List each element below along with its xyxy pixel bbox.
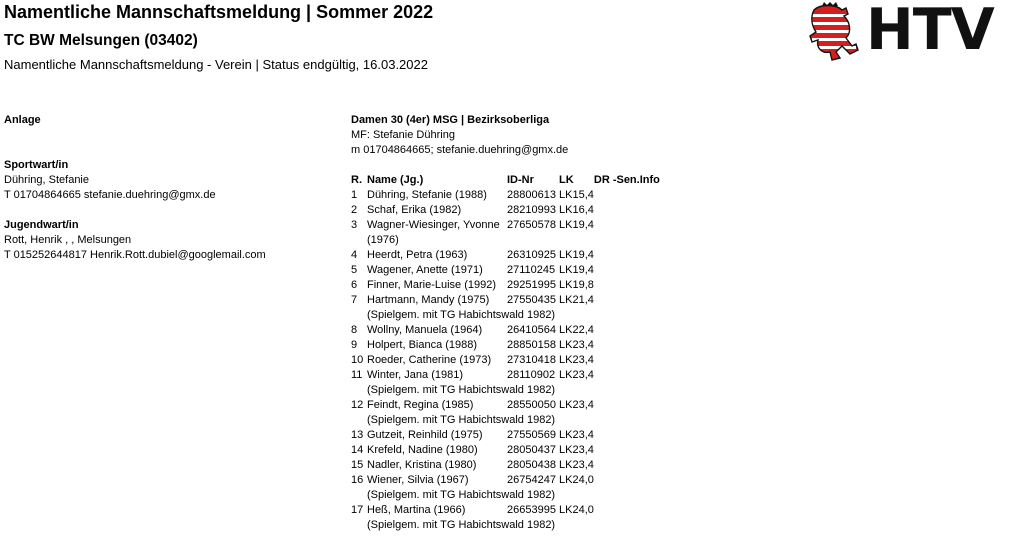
- player-rank: 9: [351, 339, 358, 351]
- player-note: (Spielgem. mit TG Habichtswald 1982): [367, 414, 556, 426]
- player-info: [594, 503, 684, 518]
- table-row-note: [351, 488, 684, 503]
- table-row: [351, 503, 684, 518]
- col-info-header: DR -Sen.Info: [593, 174, 660, 186]
- table-row: [351, 338, 684, 353]
- player-info: [594, 293, 684, 308]
- page-title: Namentliche Mannschaftsmeldung | Sommer 2022: [4, 2, 434, 22]
- player-info: [594, 473, 684, 488]
- player-name: Winter, Jana (1981): [367, 369, 463, 381]
- player-rank: 14: [351, 444, 364, 456]
- player-lk: LK15,4: [559, 189, 594, 201]
- player-name: Heß, Martina (1966): [367, 504, 466, 516]
- player-rank: 10: [351, 354, 364, 366]
- player-lk: LK23,4: [559, 429, 594, 441]
- player-lk: LK19,8: [559, 279, 594, 291]
- table-row: [351, 443, 684, 458]
- player-rank: 8: [351, 324, 358, 336]
- player-id: 26754247: [507, 474, 556, 486]
- table-row: [351, 263, 684, 278]
- player-id: 26310925: [507, 249, 556, 261]
- player-note: (Spielgem. mit TG Habichtswald 1982): [367, 309, 556, 321]
- col-rank-header: R.: [351, 174, 362, 186]
- player-rank: 3: [351, 219, 358, 231]
- player-id: 27110245: [507, 264, 556, 276]
- hessian-lion-icon: [806, 2, 862, 64]
- player-id: 27550435: [507, 294, 556, 306]
- col-id-header: ID-Nr: [507, 174, 534, 186]
- contacts-panel: [4, 113, 324, 263]
- table-row-note: [351, 413, 684, 428]
- player-info: [594, 398, 684, 413]
- table-row: [351, 218, 684, 248]
- col-name-header: Name (Jg.): [367, 174, 424, 186]
- jugendwart-name: Rott, Henrik , , Melsungen: [4, 234, 132, 246]
- player-lk: LK23,4: [559, 399, 594, 411]
- player-name: Nadler, Kristina (1980): [367, 459, 477, 471]
- players-body: [351, 188, 684, 533]
- player-rank: 7: [351, 294, 358, 306]
- player-info: [594, 443, 684, 458]
- team-title: Damen 30 (4er) MSG | Bezirksoberliga: [351, 114, 550, 126]
- club-name: TC BW Melsungen (03402): [4, 32, 198, 49]
- player-lk: LK16,4: [559, 204, 594, 216]
- player-id: 28210993: [507, 204, 556, 216]
- player-lk: LK22,4: [559, 324, 594, 336]
- player-lk: LK24,0: [559, 504, 594, 516]
- player-info: [594, 428, 684, 443]
- player-rank: 15: [351, 459, 364, 471]
- player-lk: LK19,4: [559, 249, 594, 261]
- player-id: 28110902: [507, 369, 556, 381]
- table-row: [351, 353, 684, 368]
- player-id: 29251995: [507, 279, 556, 291]
- player-name: Schaf, Erika (1982): [367, 204, 462, 216]
- player-name: Holpert, Bianca (1988): [367, 339, 478, 351]
- player-note: (Spielgem. mit TG Habichtswald 1982): [367, 519, 556, 531]
- player-rank: 1: [351, 189, 358, 201]
- player-info: [594, 218, 684, 248]
- table-row: [351, 458, 684, 473]
- htv-logo: [806, 2, 1028, 64]
- table-row: [351, 203, 684, 218]
- table-row: [351, 248, 684, 263]
- player-lk: LK23,4: [559, 444, 594, 456]
- player-id: 27550569: [507, 429, 556, 441]
- player-name: Roeder, Catherine (1973): [367, 354, 492, 366]
- table-row: [351, 293, 684, 308]
- player-note: (Spielgem. mit TG Habichtswald 1982): [367, 384, 556, 396]
- players-table: [351, 173, 684, 533]
- col-lk-header: LK: [559, 174, 574, 186]
- sportwart-label: Sportwart/in: [4, 159, 69, 171]
- player-name: Wagener, Anette (1971): [367, 264, 483, 276]
- player-note: (Spielgem. mit TG Habichtswald 1982): [367, 489, 556, 501]
- sportwart-contact: T 01704864665 stefanie.duehring@gmx.de: [4, 189, 216, 201]
- player-name: Feindt, Regina (1985): [367, 399, 474, 411]
- table-row: [351, 323, 684, 338]
- player-rank: 2: [351, 204, 358, 216]
- player-lk: LK23,4: [559, 459, 594, 471]
- player-lk: LK19,4: [559, 219, 594, 231]
- table-row: [351, 278, 684, 293]
- player-info: [594, 188, 684, 203]
- player-id: 28050437: [507, 444, 556, 456]
- player-info: [594, 203, 684, 218]
- player-id: 28050438: [507, 459, 556, 471]
- player-lk: LK23,4: [559, 369, 594, 381]
- player-name: Dühring, Stefanie (1988): [367, 189, 487, 201]
- team-captain: MF: Stefanie Dühring: [351, 129, 455, 141]
- sportwart-name: Dühring, Stefanie: [4, 174, 89, 186]
- player-rank: 4: [351, 249, 358, 261]
- table-row: [351, 368, 684, 383]
- player-id: 28850158: [507, 339, 556, 351]
- anlage-label: Anlage: [4, 114, 41, 126]
- player-id: 27310418: [507, 354, 556, 366]
- player-id: 28800613: [507, 189, 556, 201]
- jugendwart-contact: T 015252644817 Henrik.Rott.dubiel@googlemail.com: [4, 249, 266, 261]
- player-name: Wollny, Manuela (1964): [367, 324, 483, 336]
- player-lk: LK21,4: [559, 294, 594, 306]
- logo-text: HTV: [866, 0, 994, 63]
- player-rank: 6: [351, 279, 358, 291]
- status-line: Namentliche Mannschaftsmeldung - Verein | Status endgültig, 16.03.2022: [4, 57, 428, 72]
- player-info: [594, 368, 684, 383]
- table-row: [351, 428, 684, 443]
- table-row-note: [351, 308, 684, 323]
- player-info: [594, 353, 684, 368]
- jugendwart-label: Jugendwart/in: [4, 219, 79, 231]
- player-name: Hartmann, Mandy (1975): [367, 294, 490, 306]
- table-row: [351, 188, 684, 203]
- player-name: Heerdt, Petra (1963): [367, 249, 468, 261]
- team-panel: [351, 113, 771, 533]
- player-lk: LK23,4: [559, 354, 594, 366]
- player-rank: 12: [351, 399, 364, 411]
- team-contact: m 01704864665; stefanie.duehring@gmx.de: [351, 144, 569, 156]
- player-name: Gutzeit, Reinhild (1975): [367, 429, 483, 441]
- player-info: [594, 278, 684, 293]
- table-row: [351, 398, 684, 413]
- player-info: [594, 248, 684, 263]
- player-info: [594, 338, 684, 353]
- player-name: Wiener, Silvia (1967): [367, 474, 469, 486]
- player-rank: 17: [351, 504, 364, 516]
- player-lk: LK23,4: [559, 339, 594, 351]
- player-rank: 11: [351, 369, 363, 381]
- table-row-note: [351, 518, 684, 533]
- player-rank: 5: [351, 264, 358, 276]
- player-rank: 16: [351, 474, 364, 486]
- table-row: [351, 473, 684, 488]
- player-info: [594, 323, 684, 338]
- table-header-row: [351, 173, 684, 188]
- player-rank: 13: [351, 429, 364, 441]
- player-info: [594, 263, 684, 278]
- player-name: Finner, Marie-Luise (1992): [367, 279, 497, 291]
- player-id: 28550050: [507, 399, 556, 411]
- player-lk: LK19,4: [559, 264, 594, 276]
- player-id: 26653995: [507, 504, 556, 516]
- player-name: Wagner-Wiesinger, Yvonne (1976): [367, 219, 500, 246]
- player-id: 27650578: [507, 219, 556, 231]
- table-row-note: [351, 383, 684, 398]
- player-info: [594, 458, 684, 473]
- player-id: 26410564: [507, 324, 556, 336]
- player-name: Krefeld, Nadine (1980): [367, 444, 478, 456]
- player-lk: LK24,0: [559, 474, 594, 486]
